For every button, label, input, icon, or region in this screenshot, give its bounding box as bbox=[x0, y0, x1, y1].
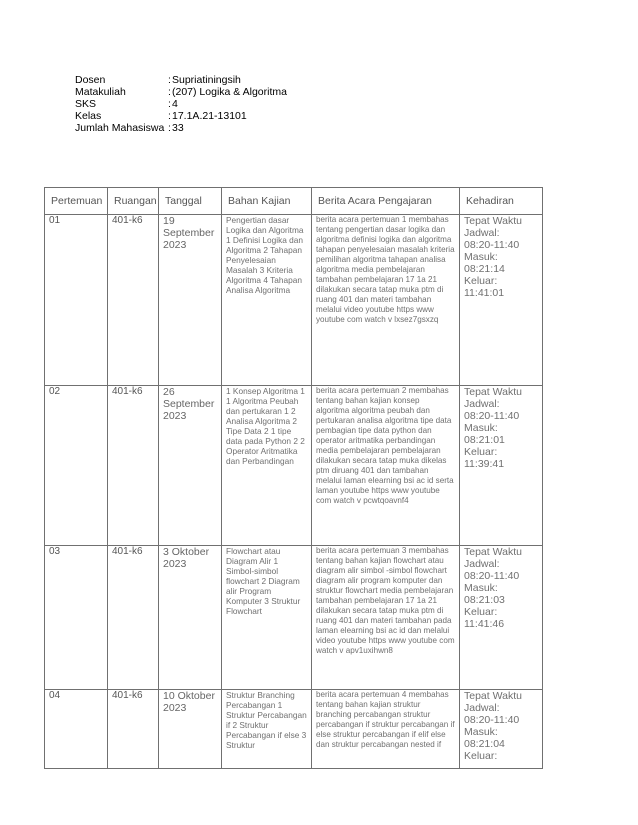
berita-acara-cell: berita acara pertemuan 4 membahas tentang bahan kajian struktur branching percabangan struktur percabangan if struktur percabangan if else struktur percabangan if elif else dan struktur percabangan nested if bbox=[312, 690, 460, 769]
masuk-value: 08:21:01 bbox=[464, 434, 505, 446]
ruangan-cell: 401-k6 bbox=[108, 215, 159, 386]
kelas-label: Kelas bbox=[75, 110, 102, 122]
jadwal-label: Jadwal: bbox=[464, 558, 500, 570]
column-header-berita-acara: Berita Acara Pengajaran bbox=[312, 188, 460, 215]
tanggal-cell: 26 September 2023 bbox=[159, 386, 222, 546]
sks-label: SKS bbox=[75, 98, 97, 110]
column-header-kehadiran: Kehadiran bbox=[460, 188, 543, 215]
jadwal-label: Jadwal: bbox=[464, 398, 500, 410]
jadwal-value: 08:20-11:40 bbox=[464, 714, 520, 726]
berita-acara-cell: berita acara pertemuan 1 membahas tentang pengertian dasar logika dan algoritma definisi logika dan algoritma tahapan penyelesaian masalah kriteria pemilihan algoritma tahapan analisa algoritma media pembelajaran tambahan pembelajaran 17 1a 21 dilakukan secara tatap muka ptm di ruang 401 dan materi tambahan melalui video youtube https www youtube com watch v lxsez7gsxzq bbox=[312, 215, 460, 386]
info-row-jumlah-mahasiswa bbox=[75, 122, 287, 134]
kehadiran-cell bbox=[460, 690, 543, 769]
ruangan-cell: 401-k6 bbox=[108, 690, 159, 769]
status-text: Tepat Waktu bbox=[464, 546, 522, 558]
matakuliah-value: (207) Logika & Algoritma bbox=[172, 86, 287, 98]
status-text: Tepat Waktu bbox=[464, 215, 522, 227]
keluar-value: 11:41:01 bbox=[464, 287, 505, 299]
masuk-label: Masuk: bbox=[464, 251, 498, 263]
info-row-matakuliah bbox=[75, 86, 287, 98]
pertemuan-cell: 02 bbox=[45, 386, 108, 546]
column-header-tanggal: Tanggal bbox=[159, 188, 222, 215]
sks-value: 4 bbox=[172, 98, 178, 110]
separator: : bbox=[168, 86, 171, 98]
status-text: Tepat Waktu bbox=[464, 690, 522, 702]
masuk-label: Masuk: bbox=[464, 582, 498, 594]
dosen-label: Dosen bbox=[75, 74, 106, 86]
masuk-value: 08:21:04 bbox=[464, 738, 505, 750]
keluar-label: Keluar: bbox=[464, 275, 498, 287]
separator: : bbox=[168, 122, 171, 134]
keluar-label: Keluar: bbox=[464, 446, 498, 458]
separator: : bbox=[168, 110, 171, 122]
ruangan-cell: 401-k6 bbox=[108, 546, 159, 690]
tanggal-cell: 3 Oktober 2023 bbox=[159, 546, 222, 690]
pertemuan-cell: 04 bbox=[45, 690, 108, 769]
jadwal-value: 08:20-11:40 bbox=[464, 239, 520, 251]
kehadiran-cell bbox=[460, 215, 543, 386]
keluar-label: Keluar: bbox=[464, 606, 498, 618]
table-row bbox=[45, 215, 543, 386]
bahan-kajian-cell: Pengertian dasar Logika dan Algoritma 1 Definisi Logika dan Algoritma 2 Tahapan Penyelesaian Masalah 3 Kriteria Algoritma 4 Tahapan Analisa Algoritma bbox=[222, 215, 312, 386]
separator: : bbox=[168, 74, 171, 86]
column-header-pertemuan: Pertemuan bbox=[45, 188, 108, 215]
masuk-label: Masuk: bbox=[464, 726, 498, 738]
status-text: Tepat Waktu bbox=[464, 386, 522, 398]
keluar-value: 11:41:46 bbox=[464, 618, 505, 630]
attendance-table bbox=[44, 187, 543, 769]
bahan-kajian-cell: Flowchart atau Diagram Alir 1 Simbol-simbol flowchart 2 Diagram alir Program Komputer 3 Struktur Flowchart bbox=[222, 546, 312, 690]
jadwal-value: 08:20-11:40 bbox=[464, 410, 520, 422]
kehadiran-cell bbox=[460, 546, 543, 690]
column-header-ruangan: Ruangan bbox=[108, 188, 159, 215]
column-header-bahan-kajian: Bahan Kajian bbox=[222, 188, 312, 215]
course-info bbox=[75, 74, 287, 134]
dosen-value: Supriatiningsih bbox=[172, 74, 241, 86]
jadwal-label: Jadwal: bbox=[464, 227, 500, 239]
jumlah-mahasiswa-value: 33 bbox=[172, 122, 184, 134]
berita-acara-cell: berita acara pertemuan 2 membahas tentang bahan kajian konsep algoritma algoritma peubah dan pertukaran analisa algoritma tipe data pembagian tipe data python dan operator aritmatika perbandingan media pembelajaran pembelajaran dilakukan secara tatap muka dikelas ptm diruang 401 dan tambahan melalui laman elearning bsi ac id serta laman youtube https www youtube com watch v pcwtqoavnf4 bbox=[312, 386, 460, 546]
matakuliah-label: Matakuliah bbox=[75, 86, 126, 98]
kelas-value: 17.1A.21-13101 bbox=[172, 110, 247, 122]
masuk-label: Masuk: bbox=[464, 422, 498, 434]
tanggal-cell: 19 September 2023 bbox=[159, 215, 222, 386]
kehadiran-cell bbox=[460, 386, 543, 546]
jadwal-value: 08:20-11:40 bbox=[464, 570, 520, 582]
jumlah-mahasiswa-label: Jumlah Mahasiswa bbox=[75, 122, 165, 134]
table-header-row bbox=[45, 188, 543, 215]
keluar-label: Keluar: bbox=[464, 750, 498, 762]
pertemuan-cell: 03 bbox=[45, 546, 108, 690]
berita-acara-cell: berita acara pertemuan 3 membahas tentang bahan kajian flowchart atau diagram alir simbol -simbol flowchart diagram alir program komputer dan struktur flowchart media pembelajaran tambahan pembelajaran 17 1a 21 dilakukan secara tatap muka ptm di ruang 401 dan materi tambahan pada laman elearning bsi ac id dan melalui video youtube https www youtube com watch v apv1uxihwn8 bbox=[312, 546, 460, 690]
info-row-kelas bbox=[75, 110, 287, 122]
separator: : bbox=[168, 98, 171, 110]
info-row-dosen bbox=[75, 74, 287, 86]
jadwal-label: Jadwal: bbox=[464, 702, 500, 714]
table-row bbox=[45, 546, 543, 690]
masuk-value: 08:21:03 bbox=[464, 594, 505, 606]
table-row bbox=[45, 690, 543, 769]
keluar-value: 11:39:41 bbox=[464, 458, 505, 470]
ruangan-cell: 401-k6 bbox=[108, 386, 159, 546]
info-row-sks bbox=[75, 98, 287, 110]
bahan-kajian-cell: Struktur Branching Percabangan 1 Struktur Percabangan if 2 Struktur Percabangan if else 3 Struktur bbox=[222, 690, 312, 769]
masuk-value: 08:21:14 bbox=[464, 263, 505, 275]
pertemuan-cell: 01 bbox=[45, 215, 108, 386]
tanggal-cell: 10 Oktober 2023 bbox=[159, 690, 222, 769]
table-row bbox=[45, 386, 543, 546]
bahan-kajian-cell: 1 Konsep Algoritma 1 1 Algoritma Peubah dan pertukaran 1 2 Analisa Algoritma 2 Tipe Data 2 1 tipe data pada Python 2 2 Operator Aritmatika dan Perbandingan bbox=[222, 386, 312, 546]
